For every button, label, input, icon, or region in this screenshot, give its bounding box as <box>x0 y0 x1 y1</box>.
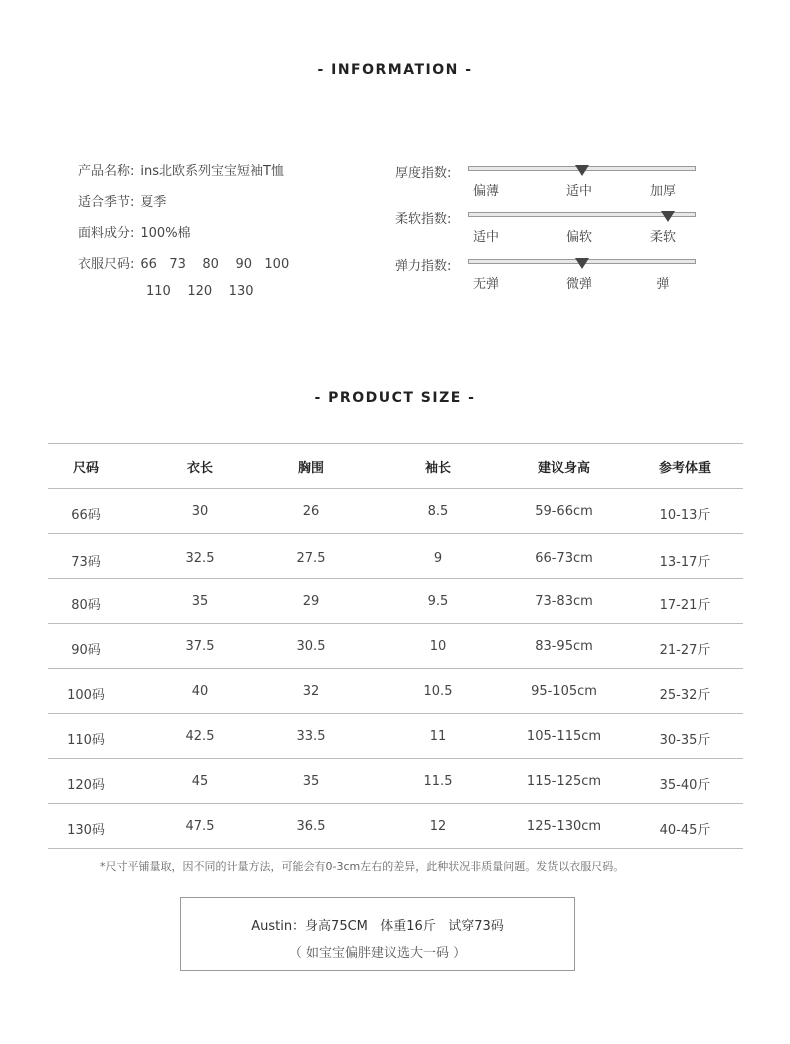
table-cell: 115-125cm <box>526 774 602 789</box>
index-option: 微弹 <box>565 277 592 292</box>
product-name-label: 产品名称: <box>78 164 135 179</box>
table-cell: 66码 <box>71 508 101 523</box>
index-option: 偏薄 <box>472 184 499 199</box>
table-cell: 26 <box>302 504 320 519</box>
table-cell: 27.5 <box>296 551 326 566</box>
table-cell: 105-115cm <box>526 729 602 744</box>
index-bar <box>468 166 696 171</box>
table-cell: 10.5 <box>423 684 453 699</box>
table-header-cell: 胸围 <box>297 461 324 476</box>
table-cell: 25-32斤 <box>659 688 711 703</box>
table-cell: 125-130cm <box>526 819 602 834</box>
table-cell: 40 <box>191 684 209 699</box>
table-cell: 17-21斤 <box>659 598 711 613</box>
table-cell: 33.5 <box>296 729 326 744</box>
index-option: 弹 <box>656 277 670 292</box>
table-cell: 47.5 <box>185 819 215 834</box>
table-cell: 21-27斤 <box>659 643 711 658</box>
table-cell: 35 <box>191 594 209 609</box>
index-option: 适中 <box>472 230 499 245</box>
table-cell: 12 <box>429 819 447 834</box>
index-label: 厚度指数: <box>395 166 452 181</box>
table-header-row <box>48 443 743 488</box>
information-title: - INFORMATION - <box>317 62 473 78</box>
table-row <box>48 488 743 533</box>
table-cell: 29 <box>302 594 320 609</box>
table-cell: 30-35斤 <box>659 733 711 748</box>
sizes-line-2: 110 120 130 <box>146 284 254 299</box>
table-cell: 59-66cm <box>535 504 593 519</box>
table-header-cell: 建议身高 <box>537 461 590 476</box>
table-cell: 110码 <box>67 733 105 748</box>
index-marker <box>575 258 589 269</box>
table-cell: 83-95cm <box>535 639 593 654</box>
index-option: 无弹 <box>472 277 499 292</box>
table-row <box>48 758 743 803</box>
fit-example-main: Austin：身高75CM 体重16斤 试穿73码 <box>251 919 504 934</box>
index-bar <box>468 259 696 264</box>
measurement-note: *尺寸平铺量取，因不同的计量方法，可能会有0-3cm左右的差异，此种状况非质量问题。发货以衣服尺码。 <box>100 860 625 873</box>
season-label: 适合季节: <box>78 195 135 210</box>
table-cell: 120码 <box>67 778 105 793</box>
table-cell: 35 <box>302 774 320 789</box>
index-option: 偏软 <box>565 230 592 245</box>
table-row <box>48 533 743 578</box>
table-header-cell: 尺码 <box>72 461 99 476</box>
table-cell: 73码 <box>71 555 101 570</box>
table-cell: 36.5 <box>296 819 326 834</box>
table-cell: 30 <box>191 504 209 519</box>
table-header-cell: 参考体重 <box>658 461 711 476</box>
season-row <box>78 191 166 210</box>
table-row <box>48 803 743 849</box>
table-cell: 9 <box>433 551 443 566</box>
table-cell: 66-73cm <box>535 551 593 566</box>
table-row <box>48 578 743 623</box>
product-size-title: - PRODUCT SIZE - <box>314 390 476 406</box>
table-cell: 40-45斤 <box>659 823 711 838</box>
table-header-cell: 衣长 <box>186 461 213 476</box>
table-cell: 13-17斤 <box>659 555 711 570</box>
sizes-line-1: 66 73 80 90 100 <box>140 257 290 272</box>
table-cell: 80码 <box>71 598 101 613</box>
table-cell: 90码 <box>71 643 101 658</box>
table-cell: 32 <box>302 684 320 699</box>
table-row <box>48 668 743 713</box>
index-label: 弹力指数: <box>395 259 452 274</box>
index-option: 柔软 <box>649 230 676 245</box>
fit-example-box <box>180 897 575 971</box>
table-cell: 95-105cm <box>531 684 597 699</box>
product-name-value: ins北欧系列宝宝短袖T恤 <box>140 164 284 179</box>
index-option: 加厚 <box>649 184 676 199</box>
table-cell: 37.5 <box>185 639 215 654</box>
product-name-row <box>78 160 284 179</box>
table-cell: 8.5 <box>427 504 449 519</box>
table-row <box>48 623 743 668</box>
index-bar <box>468 212 696 217</box>
sizes-row <box>78 253 289 272</box>
fabric-label: 面料成分: <box>78 226 135 241</box>
table-row <box>48 713 743 758</box>
table-cell: 100码 <box>67 688 105 703</box>
table-cell: 10 <box>429 639 447 654</box>
fit-example-note: （ 如宝宝偏胖建议选大一码 ） <box>288 946 467 961</box>
table-header-cell: 袖长 <box>424 461 451 476</box>
table-cell: 45 <box>191 774 209 789</box>
table-cell: 42.5 <box>185 729 215 744</box>
table-cell: 10-13斤 <box>659 508 711 523</box>
table-cell: 9.5 <box>427 594 449 609</box>
table-cell: 32.5 <box>185 551 215 566</box>
sizes-label: 衣服尺码: <box>78 257 135 272</box>
index-marker <box>661 211 675 222</box>
table-cell: 11.5 <box>423 774 453 789</box>
table-cell: 130码 <box>67 823 105 838</box>
fabric-row <box>78 222 191 241</box>
table-cell: 73-83cm <box>535 594 593 609</box>
fabric-value: 100%棉 <box>140 226 191 241</box>
index-label: 柔软指数: <box>395 212 452 227</box>
size-table <box>48 443 743 849</box>
table-cell: 30.5 <box>296 639 326 654</box>
table-cell: 35-40斤 <box>659 778 711 793</box>
table-cell: 11 <box>429 729 447 744</box>
season-value: 夏季 <box>140 195 167 210</box>
index-option: 适中 <box>565 184 592 199</box>
index-marker <box>575 165 589 176</box>
